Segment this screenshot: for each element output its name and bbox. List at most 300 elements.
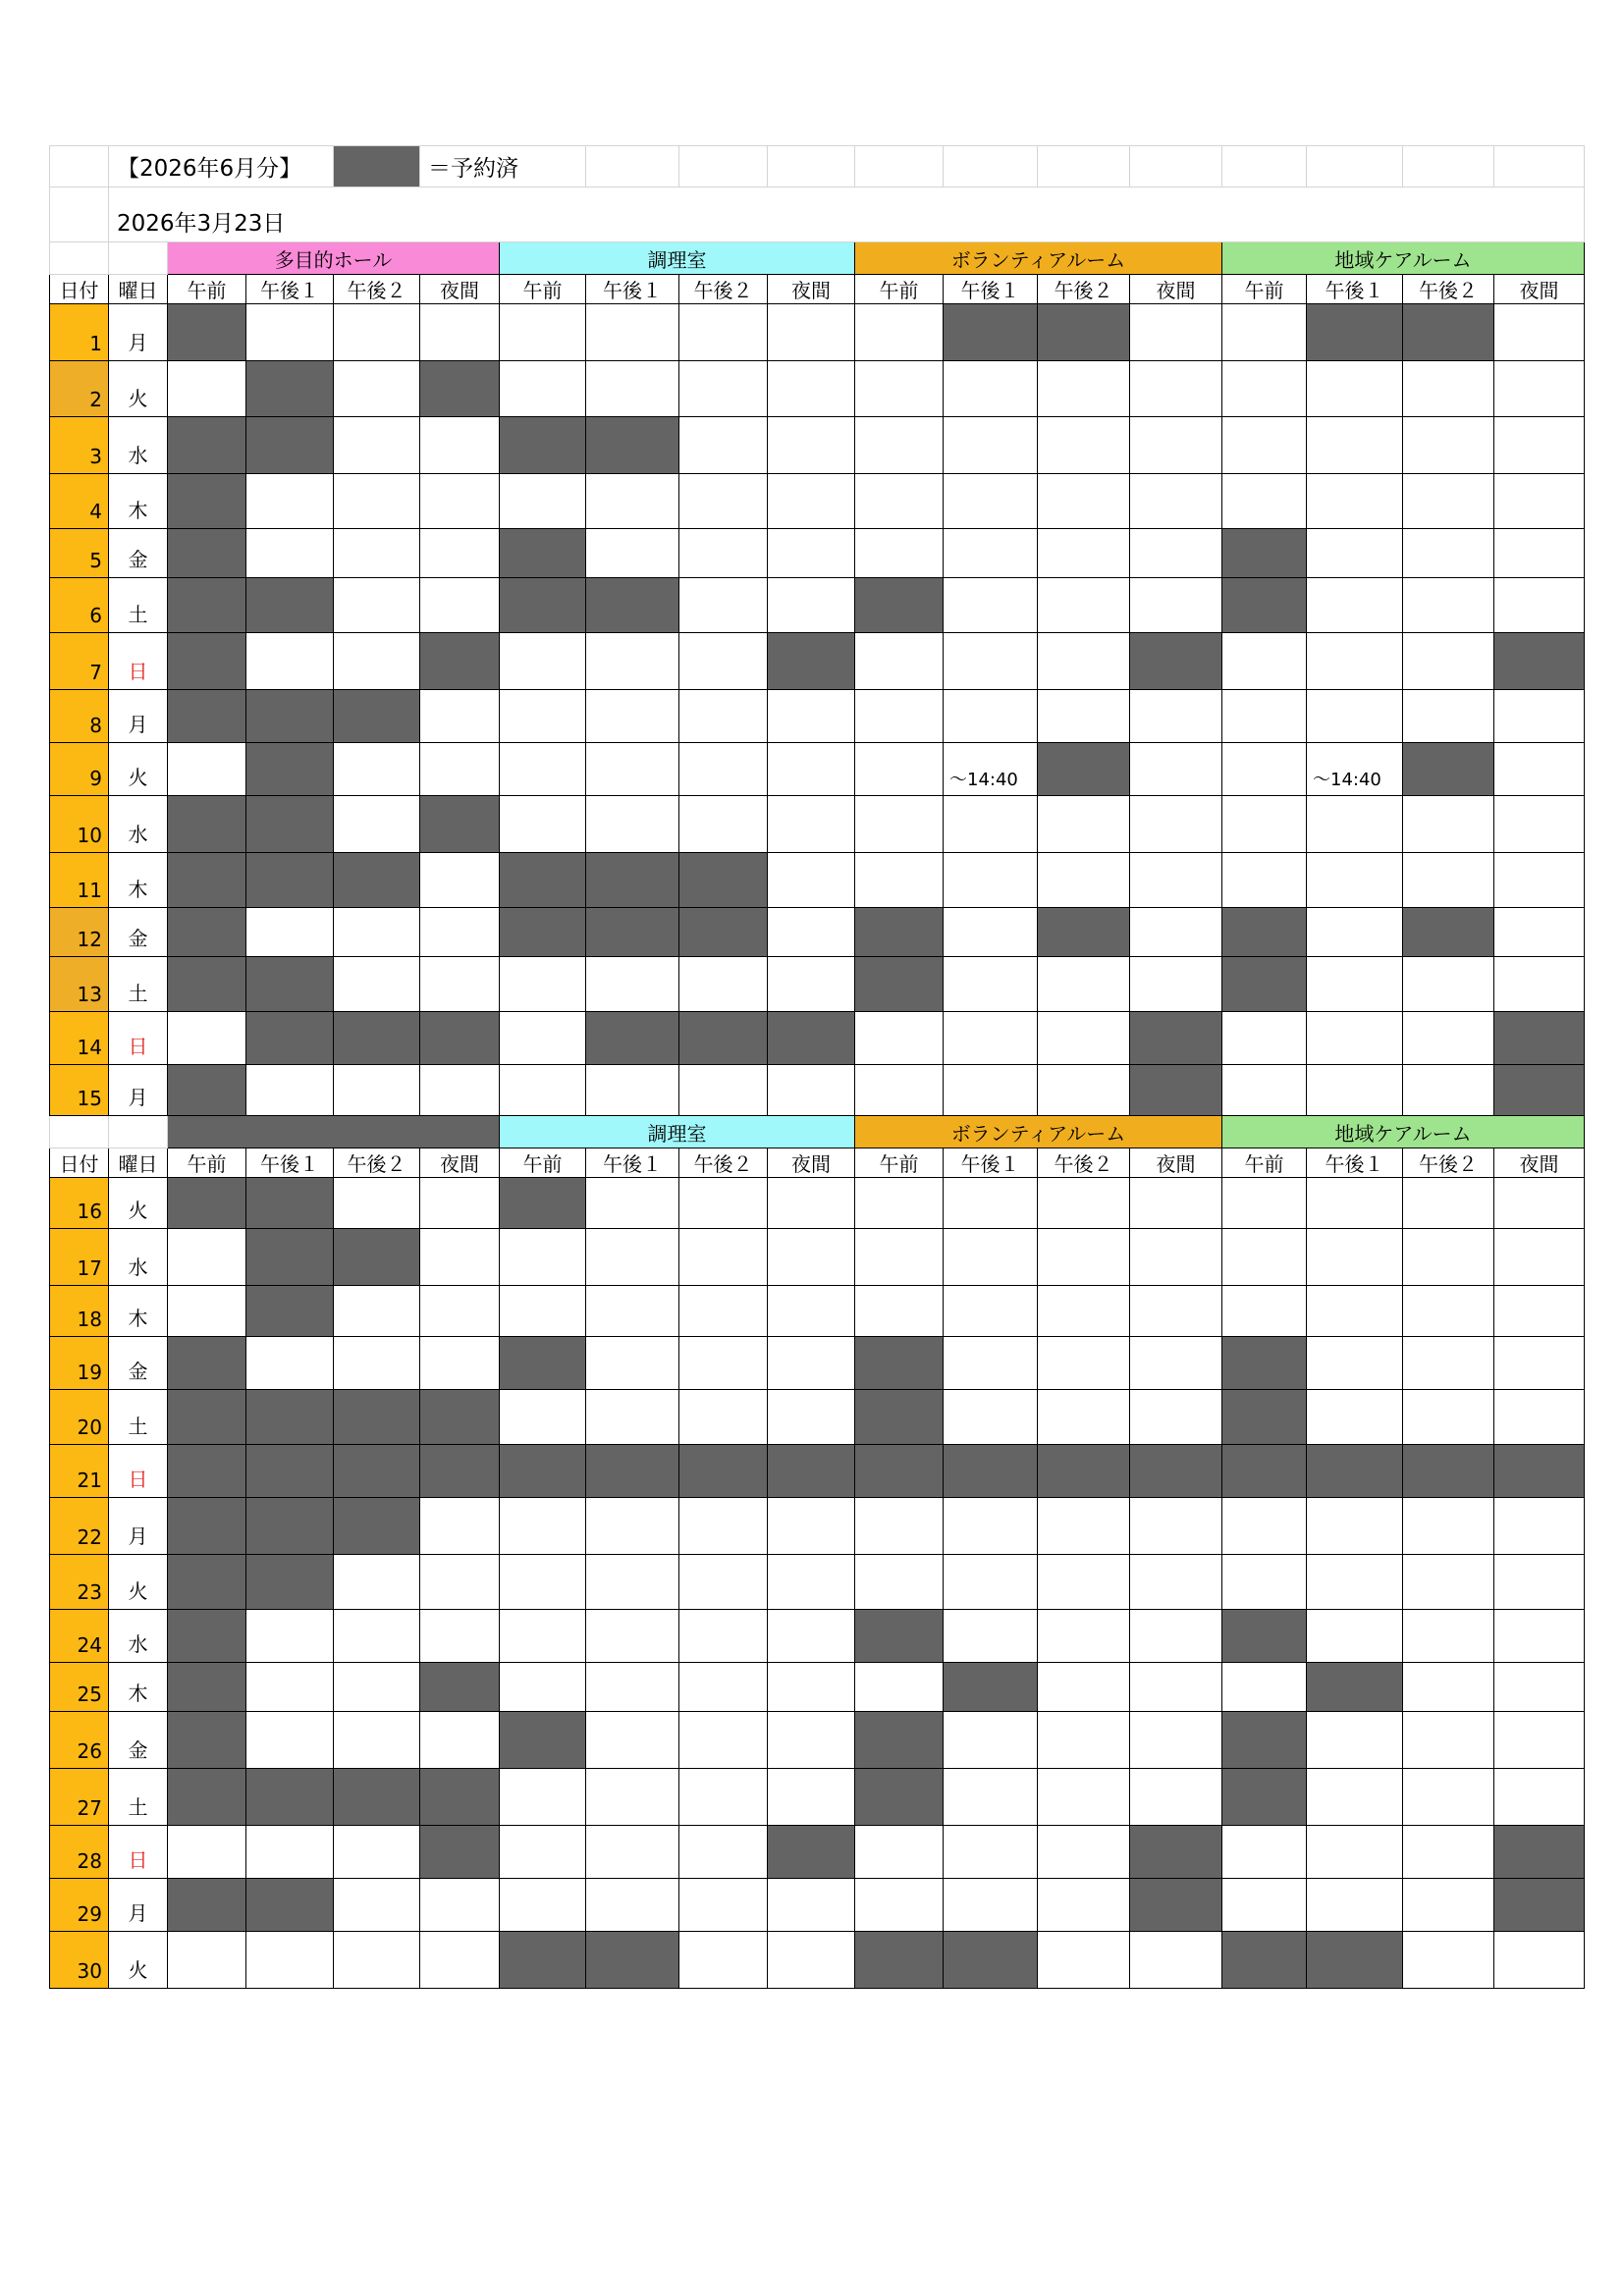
slot-care-room-4-open[interactable]	[1494, 1769, 1585, 1826]
slot-cooking-room-3-open[interactable]	[679, 796, 768, 853]
slot-care-room-4-reserved[interactable]	[1494, 1879, 1585, 1932]
slot-cooking-room-3-open[interactable]	[679, 1663, 768, 1712]
slot-volunteer-room-2-open[interactable]	[944, 743, 1038, 796]
slot-hall-4-open[interactable]	[420, 908, 500, 957]
slot-care-room-2-open[interactable]	[1307, 743, 1403, 796]
slot-hall-4-reserved[interactable]	[420, 1390, 500, 1445]
slot-volunteer-room-3-reserved[interactable]	[1038, 743, 1130, 796]
slot-hall-3-open[interactable]	[334, 957, 420, 1012]
slot-cooking-room-2-reserved[interactable]	[586, 1012, 679, 1065]
slot-care-room-2-open[interactable]	[1307, 1390, 1403, 1445]
slot-care-room-2-open[interactable]	[1307, 1769, 1403, 1826]
slot-hall-2-open[interactable]	[246, 633, 334, 690]
slot-volunteer-room-3-open[interactable]	[1038, 1826, 1130, 1879]
slot-care-room-1-open[interactable]	[1222, 1229, 1307, 1286]
slot-volunteer-room-1-reserved[interactable]	[855, 1390, 944, 1445]
slot-volunteer-room-1-open[interactable]	[855, 417, 944, 474]
slot-volunteer-room-4-open[interactable]	[1130, 957, 1222, 1012]
slot-cooking-room-2-open[interactable]	[586, 1663, 679, 1712]
slot-care-room-1-reserved[interactable]	[1222, 1610, 1307, 1663]
slot-hall-1-reserved[interactable]	[168, 1712, 246, 1769]
slot-volunteer-room-3-open[interactable]	[1038, 1229, 1130, 1286]
slot-volunteer-room-1-open[interactable]	[855, 529, 944, 578]
slot-care-room-2-open[interactable]	[1307, 1178, 1403, 1229]
slot-cooking-room-2-reserved[interactable]	[586, 853, 679, 908]
slot-cooking-room-3-open[interactable]	[679, 1610, 768, 1663]
slot-care-room-2-open[interactable]	[1307, 1826, 1403, 1879]
slot-hall-1-open[interactable]	[168, 1826, 246, 1879]
slot-hall-4-open[interactable]	[420, 743, 500, 796]
slot-volunteer-room-3-open[interactable]	[1038, 578, 1130, 633]
slot-cooking-room-2-open[interactable]	[586, 743, 679, 796]
slot-volunteer-room-1-reserved[interactable]	[855, 1610, 944, 1663]
slot-cooking-room-2-open[interactable]	[586, 1826, 679, 1879]
slot-care-room-2-open[interactable]	[1307, 1498, 1403, 1555]
slot-hall-1-open[interactable]	[168, 361, 246, 417]
slot-cooking-room-2-open[interactable]	[586, 1286, 679, 1337]
slot-volunteer-room-2-reserved[interactable]	[944, 1445, 1038, 1498]
slot-care-room-4-reserved[interactable]	[1494, 1012, 1585, 1065]
slot-care-room-2-reserved[interactable]	[1307, 1663, 1403, 1712]
slot-volunteer-room-2-open[interactable]	[944, 1712, 1038, 1769]
slot-cooking-room-2-open[interactable]	[586, 529, 679, 578]
slot-hall-1-reserved[interactable]	[168, 796, 246, 853]
slot-cooking-room-1-open[interactable]	[500, 304, 586, 361]
slot-hall-3-open[interactable]	[334, 1555, 420, 1610]
slot-care-room-3-open[interactable]	[1403, 633, 1494, 690]
slot-care-room-4-open[interactable]	[1494, 1555, 1585, 1610]
slot-cooking-room-1-open[interactable]	[500, 1065, 586, 1116]
slot-hall-2-reserved[interactable]	[246, 361, 334, 417]
slot-care-room-2-open[interactable]	[1307, 1012, 1403, 1065]
slot-volunteer-room-2-open[interactable]	[944, 361, 1038, 417]
slot-hall-3-open[interactable]	[334, 1663, 420, 1712]
slot-volunteer-room-2-open[interactable]	[944, 1065, 1038, 1116]
slot-cooking-room-4-open[interactable]	[768, 690, 855, 743]
slot-care-room-2-open[interactable]	[1307, 1065, 1403, 1116]
slot-hall-2-open[interactable]	[246, 304, 334, 361]
slot-cooking-room-4-open[interactable]	[768, 361, 855, 417]
slot-volunteer-room-4-reserved[interactable]	[1130, 1879, 1222, 1932]
slot-hall-3-open[interactable]	[334, 908, 420, 957]
slot-cooking-room-2-open[interactable]	[586, 1610, 679, 1663]
slot-care-room-2-open[interactable]	[1307, 908, 1403, 957]
slot-care-room-4-reserved[interactable]	[1494, 633, 1585, 690]
slot-volunteer-room-2-open[interactable]	[944, 796, 1038, 853]
slot-volunteer-room-4-open[interactable]	[1130, 1337, 1222, 1390]
slot-cooking-room-4-open[interactable]	[768, 1337, 855, 1390]
slot-hall-4-open[interactable]	[420, 1610, 500, 1663]
slot-cooking-room-1-open[interactable]	[500, 1663, 586, 1712]
slot-care-room-4-reserved[interactable]	[1494, 1445, 1585, 1498]
slot-volunteer-room-3-open[interactable]	[1038, 1498, 1130, 1555]
slot-volunteer-room-1-open[interactable]	[855, 690, 944, 743]
slot-cooking-room-2-open[interactable]	[586, 1555, 679, 1610]
slot-hall-3-open[interactable]	[334, 1879, 420, 1932]
slot-volunteer-room-3-open[interactable]	[1038, 1712, 1130, 1769]
slot-hall-1-reserved[interactable]	[168, 957, 246, 1012]
slot-volunteer-room-2-open[interactable]	[944, 908, 1038, 957]
slot-volunteer-room-4-open[interactable]	[1130, 796, 1222, 853]
slot-hall-3-open[interactable]	[334, 1065, 420, 1116]
slot-volunteer-room-4-open[interactable]	[1130, 853, 1222, 908]
slot-volunteer-room-1-reserved[interactable]	[855, 1445, 944, 1498]
slot-hall-3-open[interactable]	[334, 474, 420, 529]
slot-volunteer-room-2-open[interactable]	[944, 578, 1038, 633]
slot-cooking-room-3-open[interactable]	[679, 1932, 768, 1989]
slot-care-room-4-reserved[interactable]	[1494, 1826, 1585, 1879]
slot-volunteer-room-1-open[interactable]	[855, 304, 944, 361]
slot-cooking-room-1-open[interactable]	[500, 1286, 586, 1337]
slot-care-room-3-open[interactable]	[1403, 1498, 1494, 1555]
slot-hall-2-reserved[interactable]	[246, 796, 334, 853]
slot-volunteer-room-2-open[interactable]	[944, 1769, 1038, 1826]
slot-hall-3-open[interactable]	[334, 1610, 420, 1663]
slot-care-room-3-open[interactable]	[1403, 1229, 1494, 1286]
slot-hall-4-open[interactable]	[420, 1065, 500, 1116]
slot-volunteer-room-3-reserved[interactable]	[1038, 1445, 1130, 1498]
slot-hall-2-reserved[interactable]	[246, 1286, 334, 1337]
slot-care-room-2-open[interactable]	[1307, 1712, 1403, 1769]
slot-hall-1-reserved[interactable]	[168, 1498, 246, 1555]
slot-care-room-2-open[interactable]	[1307, 1610, 1403, 1663]
slot-hall-4-reserved[interactable]	[420, 1826, 500, 1879]
slot-hall-4-open[interactable]	[420, 1498, 500, 1555]
slot-hall-3-open[interactable]	[334, 578, 420, 633]
slot-care-room-1-reserved[interactable]	[1222, 1712, 1307, 1769]
slot-volunteer-room-3-open[interactable]	[1038, 529, 1130, 578]
slot-cooking-room-3-open[interactable]	[679, 474, 768, 529]
slot-hall-1-reserved[interactable]	[168, 1879, 246, 1932]
slot-volunteer-room-4-open[interactable]	[1130, 1769, 1222, 1826]
slot-care-room-1-open[interactable]	[1222, 1286, 1307, 1337]
slot-hall-1-reserved[interactable]	[168, 1065, 246, 1116]
slot-cooking-room-1-reserved[interactable]	[500, 417, 586, 474]
slot-hall-1-reserved[interactable]	[168, 1769, 246, 1826]
slot-volunteer-room-2-open[interactable]	[944, 1012, 1038, 1065]
slot-care-room-1-open[interactable]	[1222, 304, 1307, 361]
slot-hall-3-open[interactable]	[334, 1826, 420, 1879]
slot-hall-2-reserved[interactable]	[246, 1178, 334, 1229]
slot-hall-3-reserved[interactable]	[334, 1498, 420, 1555]
slot-cooking-room-1-reserved[interactable]	[500, 1178, 586, 1229]
slot-care-room-1-open[interactable]	[1222, 1555, 1307, 1610]
slot-care-room-4-open[interactable]	[1494, 1390, 1585, 1445]
slot-hall-1-reserved[interactable]	[168, 304, 246, 361]
slot-volunteer-room-3-open[interactable]	[1038, 1065, 1130, 1116]
slot-hall-2-reserved[interactable]	[246, 957, 334, 1012]
slot-cooking-room-4-open[interactable]	[768, 743, 855, 796]
slot-volunteer-room-3-open[interactable]	[1038, 1286, 1130, 1337]
slot-volunteer-room-4-open[interactable]	[1130, 1498, 1222, 1555]
slot-care-room-4-open[interactable]	[1494, 1337, 1585, 1390]
slot-volunteer-room-2-open[interactable]	[944, 1498, 1038, 1555]
slot-volunteer-room-3-open[interactable]	[1038, 1555, 1130, 1610]
slot-care-room-4-open[interactable]	[1494, 1229, 1585, 1286]
slot-hall-3-reserved[interactable]	[334, 690, 420, 743]
slot-care-room-2-reserved[interactable]	[1307, 304, 1403, 361]
slot-volunteer-room-2-open[interactable]	[944, 529, 1038, 578]
slot-hall-3-open[interactable]	[334, 743, 420, 796]
slot-volunteer-room-3-open[interactable]	[1038, 1610, 1130, 1663]
slot-volunteer-room-2-open[interactable]	[944, 417, 1038, 474]
slot-care-room-3-open[interactable]	[1403, 1390, 1494, 1445]
slot-cooking-room-4-open[interactable]	[768, 1498, 855, 1555]
slot-cooking-room-2-open[interactable]	[586, 1879, 679, 1932]
slot-hall-4-reserved[interactable]	[420, 361, 500, 417]
slot-hall-1-open[interactable]	[168, 1932, 246, 1989]
slot-hall-2-reserved[interactable]	[246, 417, 334, 474]
slot-cooking-room-4-reserved[interactable]	[768, 633, 855, 690]
slot-care-room-3-open[interactable]	[1403, 361, 1494, 417]
slot-hall-4-reserved[interactable]	[420, 1663, 500, 1712]
slot-cooking-room-2-reserved[interactable]	[586, 578, 679, 633]
slot-cooking-room-1-open[interactable]	[500, 690, 586, 743]
slot-volunteer-room-4-open[interactable]	[1130, 417, 1222, 474]
slot-volunteer-room-4-reserved[interactable]	[1130, 1826, 1222, 1879]
slot-care-room-2-open[interactable]	[1307, 690, 1403, 743]
slot-volunteer-room-2-open[interactable]	[944, 1390, 1038, 1445]
slot-cooking-room-3-open[interactable]	[679, 1769, 768, 1826]
slot-cooking-room-2-open[interactable]	[586, 361, 679, 417]
slot-hall-2-open[interactable]	[246, 1826, 334, 1879]
slot-cooking-room-3-open[interactable]	[679, 1286, 768, 1337]
slot-cooking-room-1-reserved[interactable]	[500, 1932, 586, 1989]
slot-care-room-3-open[interactable]	[1403, 1337, 1494, 1390]
slot-care-room-4-open[interactable]	[1494, 474, 1585, 529]
slot-cooking-room-2-open[interactable]	[586, 1178, 679, 1229]
slot-care-room-4-open[interactable]	[1494, 853, 1585, 908]
slot-hall-2-open[interactable]	[246, 1065, 334, 1116]
slot-care-room-1-open[interactable]	[1222, 417, 1307, 474]
slot-hall-1-reserved[interactable]	[168, 1390, 246, 1445]
slot-cooking-room-3-open[interactable]	[679, 1337, 768, 1390]
slot-volunteer-room-1-open[interactable]	[855, 743, 944, 796]
slot-care-room-4-open[interactable]	[1494, 796, 1585, 853]
slot-volunteer-room-2-open[interactable]	[944, 853, 1038, 908]
slot-hall-1-open[interactable]	[168, 1229, 246, 1286]
slot-care-room-3-open[interactable]	[1403, 1178, 1494, 1229]
slot-hall-2-open[interactable]	[246, 1712, 334, 1769]
slot-cooking-room-1-open[interactable]	[500, 1229, 586, 1286]
slot-hall-3-open[interactable]	[334, 529, 420, 578]
slot-cooking-room-2-reserved[interactable]	[586, 1445, 679, 1498]
slot-cooking-room-4-open[interactable]	[768, 529, 855, 578]
slot-cooking-room-3-reserved[interactable]	[679, 908, 768, 957]
slot-hall-4-open[interactable]	[420, 1555, 500, 1610]
slot-care-room-1-reserved[interactable]	[1222, 1337, 1307, 1390]
slot-cooking-room-1-reserved[interactable]	[500, 853, 586, 908]
slot-cooking-room-4-open[interactable]	[768, 1663, 855, 1712]
slot-cooking-room-2-open[interactable]	[586, 1712, 679, 1769]
slot-cooking-room-2-open[interactable]	[586, 633, 679, 690]
slot-hall-4-open[interactable]	[420, 578, 500, 633]
slot-hall-2-open[interactable]	[246, 474, 334, 529]
slot-hall-4-reserved[interactable]	[420, 633, 500, 690]
slot-cooking-room-3-open[interactable]	[679, 578, 768, 633]
slot-cooking-room-4-open[interactable]	[768, 1879, 855, 1932]
slot-cooking-room-4-open[interactable]	[768, 1390, 855, 1445]
slot-volunteer-room-1-open[interactable]	[855, 796, 944, 853]
slot-hall-4-open[interactable]	[420, 474, 500, 529]
slot-volunteer-room-2-open[interactable]	[944, 1879, 1038, 1932]
slot-volunteer-room-2-open[interactable]	[944, 474, 1038, 529]
slot-care-room-2-reserved[interactable]	[1307, 1445, 1403, 1498]
slot-cooking-room-4-open[interactable]	[768, 1932, 855, 1989]
slot-volunteer-room-1-open[interactable]	[855, 1879, 944, 1932]
slot-hall-3-open[interactable]	[334, 1337, 420, 1390]
slot-care-room-3-open[interactable]	[1403, 1879, 1494, 1932]
slot-volunteer-room-4-open[interactable]	[1130, 1712, 1222, 1769]
slot-cooking-room-4-open[interactable]	[768, 796, 855, 853]
slot-hall-3-reserved[interactable]	[334, 1769, 420, 1826]
slot-cooking-room-2-open[interactable]	[586, 690, 679, 743]
slot-volunteer-room-4-reserved[interactable]	[1130, 1065, 1222, 1116]
slot-hall-1-reserved[interactable]	[168, 578, 246, 633]
slot-hall-2-open[interactable]	[246, 1610, 334, 1663]
slot-hall-2-reserved[interactable]	[246, 1769, 334, 1826]
slot-hall-1-reserved[interactable]	[168, 417, 246, 474]
slot-cooking-room-2-open[interactable]	[586, 957, 679, 1012]
slot-cooking-room-2-reserved[interactable]	[586, 417, 679, 474]
slot-cooking-room-4-open[interactable]	[768, 1178, 855, 1229]
slot-cooking-room-1-open[interactable]	[500, 796, 586, 853]
slot-care-room-4-open[interactable]	[1494, 529, 1585, 578]
slot-volunteer-room-3-open[interactable]	[1038, 361, 1130, 417]
slot-cooking-room-3-reserved[interactable]	[679, 853, 768, 908]
slot-volunteer-room-3-open[interactable]	[1038, 1012, 1130, 1065]
slot-cooking-room-3-open[interactable]	[679, 304, 768, 361]
slot-care-room-4-open[interactable]	[1494, 1610, 1585, 1663]
slot-hall-2-reserved[interactable]	[246, 743, 334, 796]
slot-volunteer-room-3-open[interactable]	[1038, 1663, 1130, 1712]
slot-cooking-room-1-open[interactable]	[500, 1555, 586, 1610]
slot-volunteer-room-2-open[interactable]	[944, 1555, 1038, 1610]
slot-hall-1-reserved[interactable]	[168, 690, 246, 743]
slot-cooking-room-1-reserved[interactable]	[500, 578, 586, 633]
slot-volunteer-room-4-reserved[interactable]	[1130, 633, 1222, 690]
slot-hall-2-open[interactable]	[246, 1932, 334, 1989]
slot-hall-1-reserved[interactable]	[168, 1178, 246, 1229]
slot-volunteer-room-4-open[interactable]	[1130, 578, 1222, 633]
slot-volunteer-room-4-open[interactable]	[1130, 690, 1222, 743]
slot-volunteer-room-1-open[interactable]	[855, 633, 944, 690]
slot-care-room-1-open[interactable]	[1222, 1663, 1307, 1712]
slot-volunteer-room-3-open[interactable]	[1038, 417, 1130, 474]
slot-care-room-2-open[interactable]	[1307, 1879, 1403, 1932]
slot-hall-4-reserved[interactable]	[420, 796, 500, 853]
slot-hall-4-open[interactable]	[420, 1932, 500, 1989]
slot-volunteer-room-4-open[interactable]	[1130, 1178, 1222, 1229]
slot-volunteer-room-3-open[interactable]	[1038, 853, 1130, 908]
slot-care-room-3-open[interactable]	[1403, 1012, 1494, 1065]
slot-volunteer-room-3-open[interactable]	[1038, 1932, 1130, 1989]
slot-care-room-2-open[interactable]	[1307, 529, 1403, 578]
slot-care-room-1-open[interactable]	[1222, 1065, 1307, 1116]
slot-volunteer-room-4-open[interactable]	[1130, 474, 1222, 529]
slot-hall-2-reserved[interactable]	[246, 1390, 334, 1445]
slot-care-room-2-open[interactable]	[1307, 417, 1403, 474]
slot-cooking-room-4-open[interactable]	[768, 417, 855, 474]
slot-cooking-room-3-open[interactable]	[679, 361, 768, 417]
slot-cooking-room-4-open[interactable]	[768, 578, 855, 633]
slot-hall-2-reserved[interactable]	[246, 690, 334, 743]
slot-care-room-1-reserved[interactable]	[1222, 908, 1307, 957]
slot-hall-2-reserved[interactable]	[246, 1229, 334, 1286]
slot-care-room-1-open[interactable]	[1222, 361, 1307, 417]
slot-cooking-room-4-open[interactable]	[768, 1610, 855, 1663]
slot-cooking-room-2-open[interactable]	[586, 474, 679, 529]
slot-volunteer-room-1-open[interactable]	[855, 361, 944, 417]
slot-care-room-2-open[interactable]	[1307, 361, 1403, 417]
slot-care-room-4-open[interactable]	[1494, 957, 1585, 1012]
slot-hall-4-open[interactable]	[420, 1229, 500, 1286]
slot-volunteer-room-3-open[interactable]	[1038, 633, 1130, 690]
slot-care-room-2-open[interactable]	[1307, 578, 1403, 633]
slot-volunteer-room-4-open[interactable]	[1130, 1610, 1222, 1663]
slot-volunteer-room-1-reserved[interactable]	[855, 908, 944, 957]
slot-hall-2-open[interactable]	[246, 908, 334, 957]
slot-care-room-3-open[interactable]	[1403, 957, 1494, 1012]
slot-hall-2-reserved[interactable]	[246, 1498, 334, 1555]
slot-care-room-1-open[interactable]	[1222, 853, 1307, 908]
slot-hall-3-open[interactable]	[334, 417, 420, 474]
slot-care-room-2-open[interactable]	[1307, 1555, 1403, 1610]
slot-hall-2-reserved[interactable]	[246, 1445, 334, 1498]
slot-hall-4-open[interactable]	[420, 1879, 500, 1932]
slot-cooking-room-4-open[interactable]	[768, 1712, 855, 1769]
slot-volunteer-room-4-open[interactable]	[1130, 908, 1222, 957]
slot-volunteer-room-1-reserved[interactable]	[855, 1712, 944, 1769]
slot-hall-3-open[interactable]	[334, 796, 420, 853]
slot-volunteer-room-2-reserved[interactable]	[944, 304, 1038, 361]
slot-hall-2-reserved[interactable]	[246, 1555, 334, 1610]
slot-hall-4-open[interactable]	[420, 853, 500, 908]
slot-volunteer-room-1-reserved[interactable]	[855, 957, 944, 1012]
slot-cooking-room-4-open[interactable]	[768, 1769, 855, 1826]
slot-volunteer-room-2-reserved[interactable]	[944, 1663, 1038, 1712]
slot-volunteer-room-2-open[interactable]	[944, 1178, 1038, 1229]
slot-cooking-room-4-open[interactable]	[768, 304, 855, 361]
slot-cooking-room-3-open[interactable]	[679, 1826, 768, 1879]
slot-volunteer-room-2-reserved[interactable]	[944, 1932, 1038, 1989]
slot-volunteer-room-3-open[interactable]	[1038, 1178, 1130, 1229]
slot-volunteer-room-1-open[interactable]	[855, 1178, 944, 1229]
slot-hall-4-reserved[interactable]	[420, 1012, 500, 1065]
slot-care-room-4-open[interactable]	[1494, 1498, 1585, 1555]
slot-care-room-3-open[interactable]	[1403, 853, 1494, 908]
slot-cooking-room-1-reserved[interactable]	[500, 529, 586, 578]
slot-hall-4-reserved[interactable]	[420, 1769, 500, 1826]
slot-care-room-1-reserved[interactable]	[1222, 1390, 1307, 1445]
slot-volunteer-room-4-open[interactable]	[1130, 743, 1222, 796]
slot-cooking-room-1-open[interactable]	[500, 361, 586, 417]
slot-volunteer-room-2-open[interactable]	[944, 957, 1038, 1012]
slot-cooking-room-2-open[interactable]	[586, 796, 679, 853]
slot-care-room-1-reserved[interactable]	[1222, 1769, 1307, 1826]
slot-care-room-4-open[interactable]	[1494, 908, 1585, 957]
slot-cooking-room-3-open[interactable]	[679, 529, 768, 578]
slot-care-room-1-open[interactable]	[1222, 474, 1307, 529]
slot-cooking-room-4-open[interactable]	[768, 1286, 855, 1337]
slot-cooking-room-3-open[interactable]	[679, 1712, 768, 1769]
slot-volunteer-room-3-open[interactable]	[1038, 1390, 1130, 1445]
slot-cooking-room-3-open[interactable]	[679, 417, 768, 474]
slot-care-room-4-open[interactable]	[1494, 578, 1585, 633]
slot-cooking-room-1-reserved[interactable]	[500, 1445, 586, 1498]
slot-hall-3-open[interactable]	[334, 1712, 420, 1769]
slot-cooking-room-2-open[interactable]	[586, 1498, 679, 1555]
